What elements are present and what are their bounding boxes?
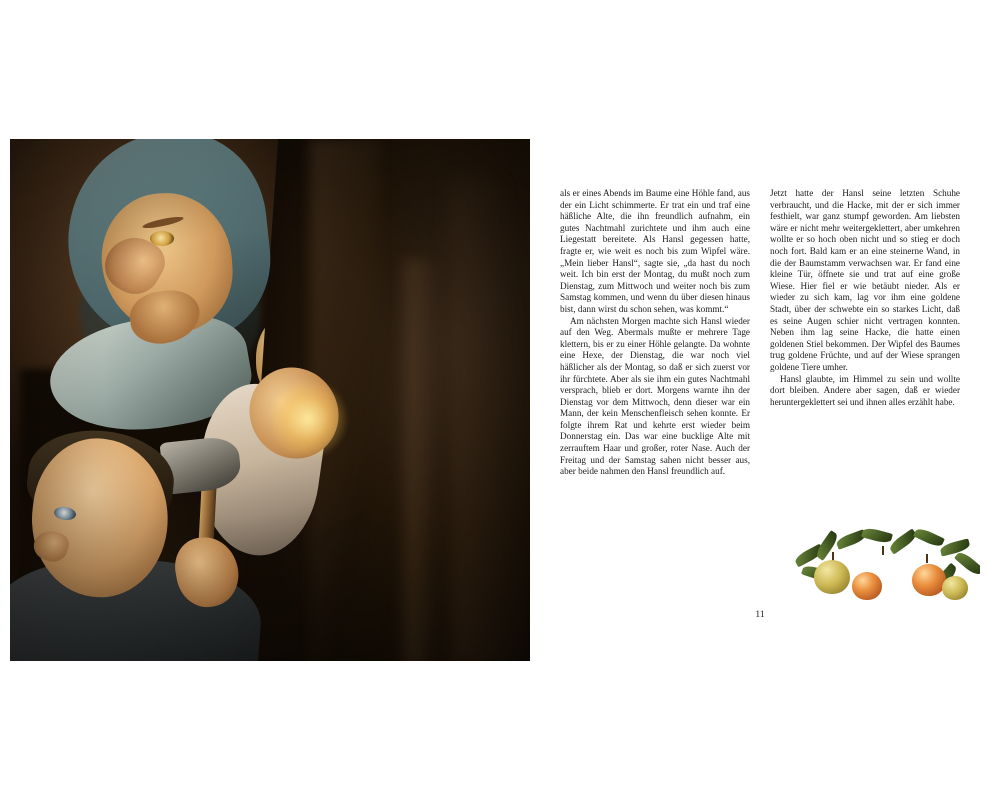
apple-vignette-illustration <box>790 528 980 612</box>
witch-eye <box>150 231 174 246</box>
apple-stem <box>926 554 928 563</box>
paragraph: Jetzt hatte der Hansl seine letzten Schuhe verbraucht, und die Hacke, mit der er sich immer festhielt, war ganz stumpf geworden. Am liebsten wäre er nicht mehr weitergeklettert, aber umkehren wollte er so hoch oben nicht und so stieg er doch noch fort. Bald kam er an eine steinerne Wand, in die der Baumstamm verwachsen war. Er fand eine kleine Tür, öffnete sie und trat auf eine große Wiese. Hier fiel er wie betäubt nieder. Als er wieder zu sich kam, lag vor ihm eine goldene Stadt, über der schwebte ein so starkes Licht, daß es seine Augen schier nicht vertragen konnten. Neben ihm lag seine Hacke, die hatte einen goldenen Stiel bekommen. Der Wipfel des Baumes trug goldene Früchte, und auf der Wiese sprangen goldene Tiere umher. <box>770 188 960 372</box>
paragraph: als er eines Abends im Baume eine Höhle fand, aus der ein Licht schimmerte. Er trat ein und traf eine häßliche Alte, die ihn freundlich aufnahm, ein gutes Nachtmahl zurichtete und ihm auch eine Liegestatt bereitete. Als Hansl gegessen hatte, fragte er, wie weit es noch bis zum Wipfel wäre. „Mein lieber Hansl“, sagte sie, „da hast du noch weit. Ich bin erst der Montag, du mußt noch zum Dienstag, zum Mittwoch und weiter noch bis zum Samstag kommen, und wenn du über diesen hinaus bist, dann wirst du schon sehen, was kommt.“ <box>560 188 750 314</box>
text-columns <box>560 188 960 478</box>
apple-stem <box>882 546 884 555</box>
apple-icon <box>814 560 850 594</box>
leaf-icon <box>954 550 980 578</box>
text-column-right <box>770 188 960 478</box>
cloak-fold <box>405 259 451 661</box>
paragraph: Hansl glaubte, im Himmel zu sein und wollte dort bleiben. Andere aber sagen, daß er wieder heruntergeklettert sei und ihnen alles erzählt habe. <box>770 373 960 407</box>
cloak-fold <box>450 179 530 661</box>
apple-icon <box>794 580 818 602</box>
leaf-icon <box>913 528 945 549</box>
leaf-icon <box>861 528 893 545</box>
apple-icon <box>876 556 914 592</box>
page-number: 11 <box>755 610 765 620</box>
glowing-light <box>268 379 348 459</box>
apple-icon <box>942 576 968 600</box>
text-column-left <box>560 188 750 478</box>
apple-icon <box>912 564 946 596</box>
illustration-canvas <box>10 139 530 661</box>
left-page-illustration <box>10 139 530 661</box>
paragraph: Am nächsten Morgen machte sich Hansl wieder auf den Weg. Abermals mußte er mehrere Tage klettern, bis er zu einer Höhle gelangte. Da wohnte eine Hexe, der Dienstag, die war noch viel häßlicher als der Montag, so daß er sich zuerst vor ihr fürchtete. Aber als sie ihm ein gutes Nachtmahl versprach, blieb er dort. Morgens warnte ihn der Dienstag vor dem Mittwoch, denn dieser war ein Mann, der kein Menschenfleisch sehen konnte. Er folgte ihrem Rat und kehrte erst wieder beim Donnerstag ein. Das war eine bucklige Alte mit zerrauftem Haar und großer, roter Nase. Auch der Freitag und der Samstag sahen nicht besser aus, aber beide nahmen den Hansl freundlich auf. <box>560 315 750 477</box>
